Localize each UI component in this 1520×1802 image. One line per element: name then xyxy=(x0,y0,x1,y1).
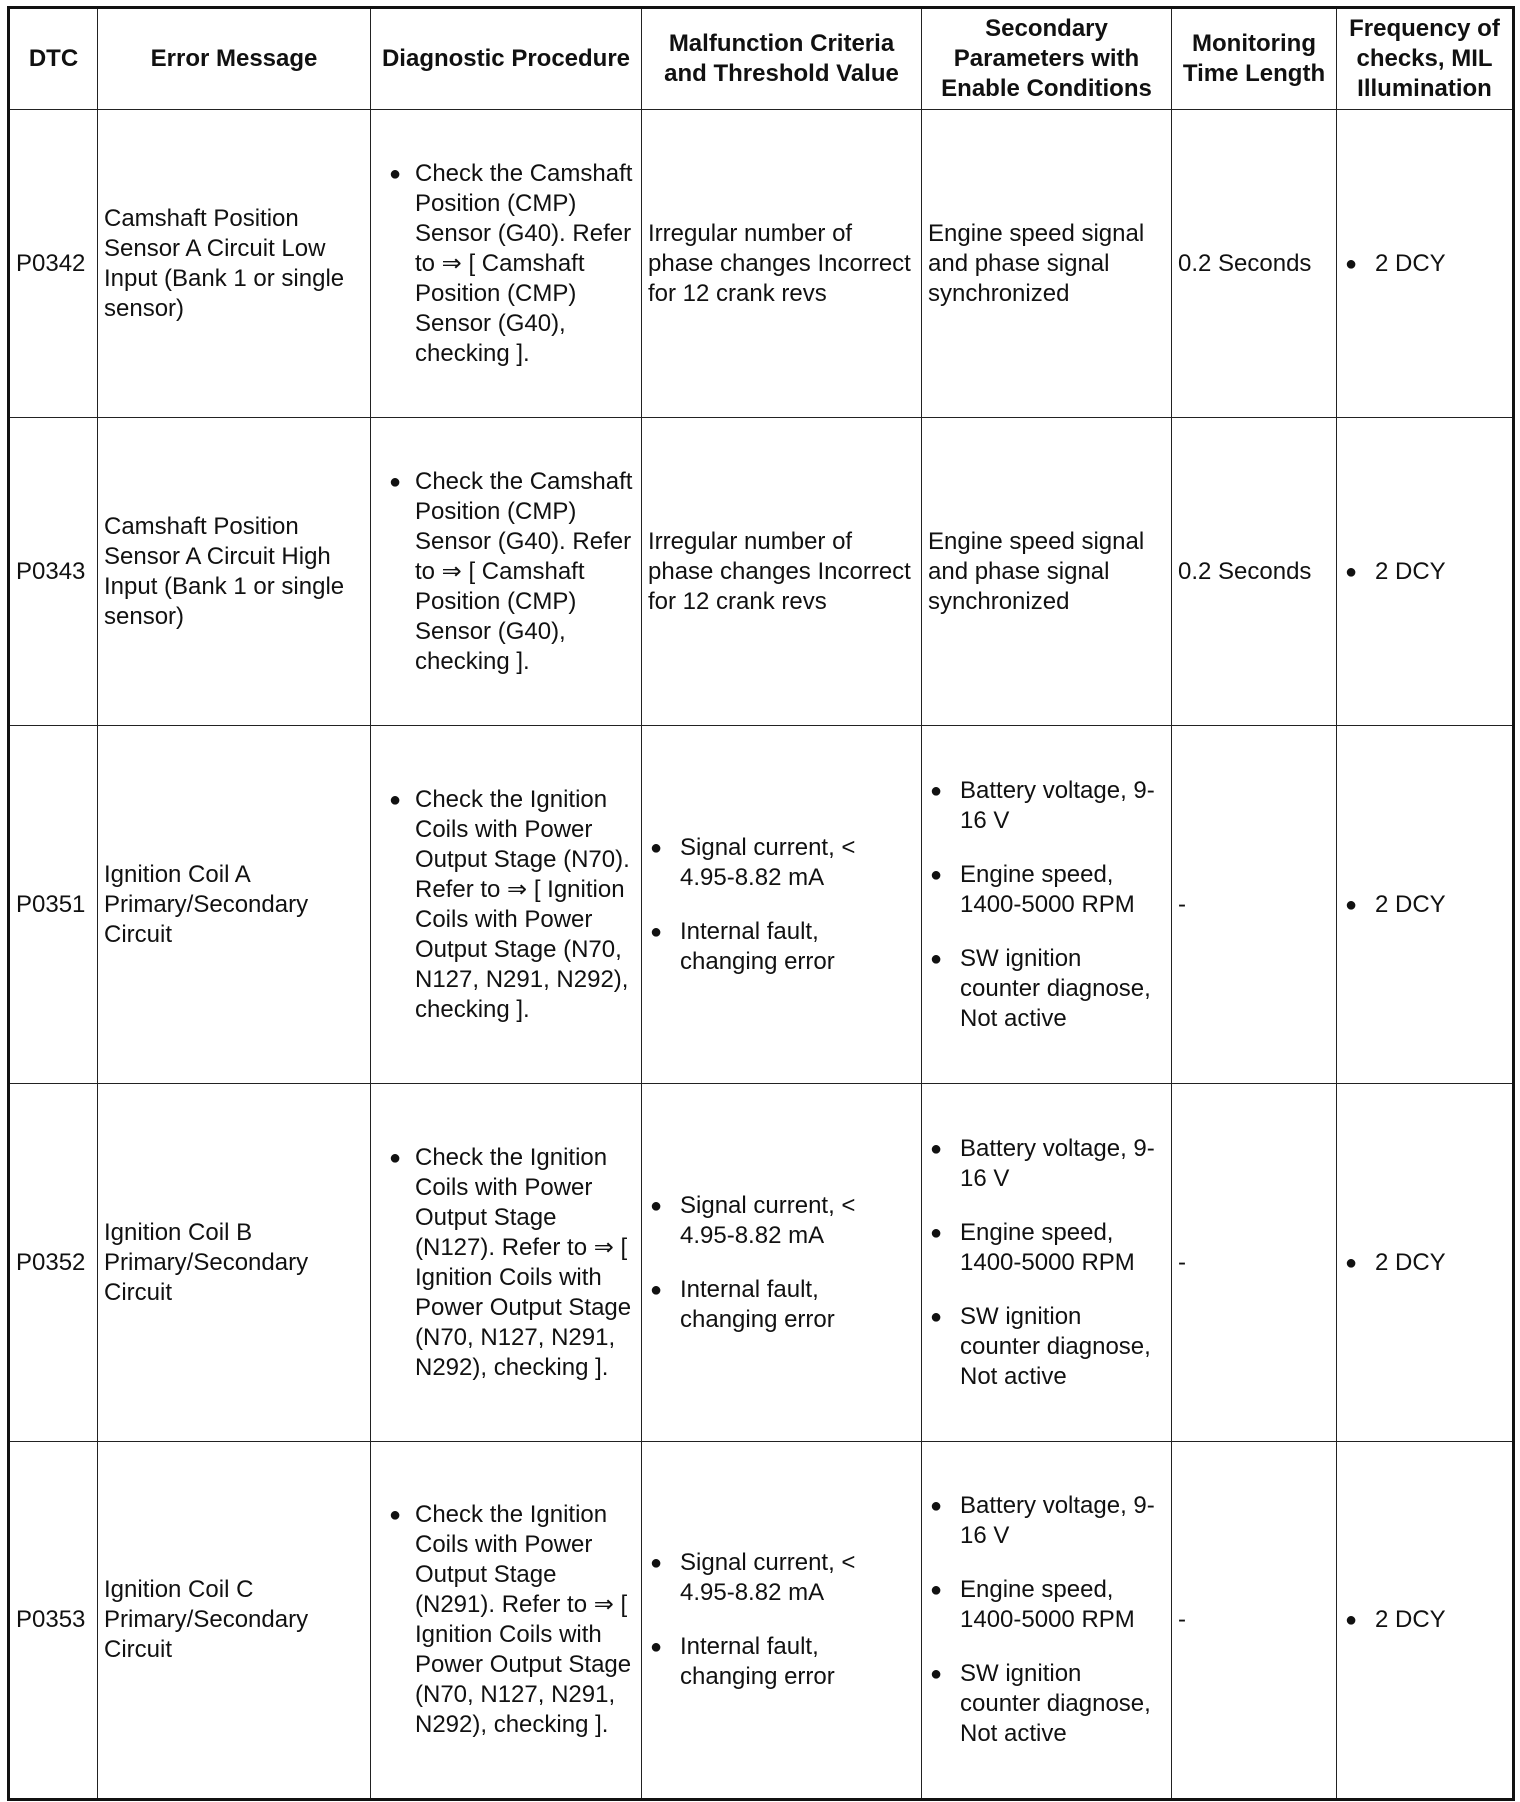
malfunction-criteria xyxy=(642,726,922,1084)
criteria-item: ● Internal fault, changing error xyxy=(648,1275,915,1335)
diagnostic-procedure xyxy=(371,726,642,1084)
error-message: Camshaft Position Sensor A Circuit Low Input (Bank 1 or single sensor) xyxy=(98,110,371,418)
dtc-table xyxy=(7,6,1515,1801)
monitoring-time: 0.2 Seconds xyxy=(1172,418,1337,726)
dtc-code: P0342 xyxy=(9,110,98,418)
criteria-item: ● Signal current, < 4.95-8.82 mA xyxy=(648,833,915,893)
parameter-item: ● Battery voltage, 9-16 V xyxy=(928,1134,1165,1194)
header-dtc: DTC xyxy=(9,8,98,110)
table-row xyxy=(9,418,1514,726)
diagnostic-procedure xyxy=(371,1084,642,1442)
diagnostic-step: ● Check the Camshaft Position (CMP) Sensor (G40). Refer to ⇒ [ Camshaft Position (CMP) Sensor (G40), checking ]. xyxy=(377,467,635,677)
criteria-item: ● Internal fault, changing error xyxy=(648,917,915,977)
malfunction-criteria: Irregular number of phase changes Incorrect for 12 crank revs xyxy=(642,110,922,418)
parameter-item: ● Engine speed, 1400-5000 RPM xyxy=(928,1575,1165,1635)
secondary-parameters xyxy=(922,1442,1172,1800)
diagnostic-procedure xyxy=(371,418,642,726)
criteria-item: ● Signal current, < 4.95-8.82 mA xyxy=(648,1548,915,1608)
frequency xyxy=(1337,1084,1514,1442)
monitoring-time: - xyxy=(1172,1084,1337,1442)
secondary-parameters: Engine speed signal and phase signal synchronized xyxy=(922,110,1172,418)
frequency-value: ● 2 DCY xyxy=(1343,1248,1506,1278)
secondary-parameters xyxy=(922,1084,1172,1442)
parameter-item: ● Engine speed, 1400-5000 RPM xyxy=(928,860,1165,920)
monitoring-time: - xyxy=(1172,726,1337,1084)
malfunction-criteria xyxy=(642,1084,922,1442)
criteria-item: ● Internal fault, changing error xyxy=(648,1632,915,1692)
header-frequency: Frequency of checks, MIL Illumination xyxy=(1337,8,1514,110)
secondary-parameters xyxy=(922,726,1172,1084)
error-message: Ignition Coil A Primary/Secondary Circuit xyxy=(98,726,371,1084)
header-row xyxy=(9,8,1514,110)
frequency xyxy=(1337,418,1514,726)
diagnostic-step: ● Check the Camshaft Position (CMP) Sensor (G40). Refer to ⇒ [ Camshaft Position (CMP) Sensor (G40), checking ]. xyxy=(377,159,635,369)
frequency-value: ● 2 DCY xyxy=(1343,1605,1506,1635)
error-message: Camshaft Position Sensor A Circuit High Input (Bank 1 or single sensor) xyxy=(98,418,371,726)
error-message: Ignition Coil B Primary/Secondary Circuit xyxy=(98,1084,371,1442)
monitoring-time: 0.2 Seconds xyxy=(1172,110,1337,418)
diagnostic-step: ● Check the Ignition Coils with Power Output Stage (N127). Refer to ⇒ [ Ignition Coils with Power Output Stage (N70, N127, N291, N292), checking ]. xyxy=(377,1143,635,1383)
parameter-item: ● SW ignition counter diagnose, Not active xyxy=(928,1659,1165,1749)
parameter-item: ● Engine speed, 1400-5000 RPM xyxy=(928,1218,1165,1278)
frequency xyxy=(1337,726,1514,1084)
header-error-message: Error Message xyxy=(98,8,371,110)
malfunction-criteria: Irregular number of phase changes Incorrect for 12 crank revs xyxy=(642,418,922,726)
parameter-item: ● Battery voltage, 9-16 V xyxy=(928,776,1165,836)
criteria-item: ● Signal current, < 4.95-8.82 mA xyxy=(648,1191,915,1251)
parameter-item: ● Battery voltage, 9-16 V xyxy=(928,1491,1165,1551)
diagnostic-step: ● Check the Ignition Coils with Power Output Stage (N291). Refer to ⇒ [ Ignition Coils with Power Output Stage (N70, N127, N291, N292), checking ]. xyxy=(377,1500,635,1740)
monitoring-time: - xyxy=(1172,1442,1337,1800)
table-row xyxy=(9,1084,1514,1442)
dtc-code: P0343 xyxy=(9,418,98,726)
frequency-value: ● 2 DCY xyxy=(1343,890,1506,920)
table-row xyxy=(9,110,1514,418)
frequency-value: ● 2 DCY xyxy=(1343,557,1506,587)
header-diagnostic-procedure: Diagnostic Procedure xyxy=(371,8,642,110)
header-monitoring-time: Monitoring Time Length xyxy=(1172,8,1337,110)
malfunction-criteria xyxy=(642,1442,922,1800)
header-secondary-parameters: Secondary Parameters with Enable Conditions xyxy=(922,8,1172,110)
parameter-item: ● SW ignition counter diagnose, Not active xyxy=(928,1302,1165,1392)
table-row xyxy=(9,726,1514,1084)
frequency xyxy=(1337,110,1514,418)
secondary-parameters: Engine speed signal and phase signal synchronized xyxy=(922,418,1172,726)
diagnostic-step: ● Check the Ignition Coils with Power Output Stage (N70). Refer to ⇒ [ Ignition Coils with Power Output Stage (N70, N127, N291, N292), checking ]. xyxy=(377,785,635,1025)
dtc-code: P0353 xyxy=(9,1442,98,1800)
header-malfunction-criteria: Malfunction Criteria and Threshold Value xyxy=(642,8,922,110)
dtc-code: P0352 xyxy=(9,1084,98,1442)
diagnostic-procedure xyxy=(371,1442,642,1800)
frequency xyxy=(1337,1442,1514,1800)
parameter-item: ● SW ignition counter diagnose, Not active xyxy=(928,944,1165,1034)
dtc-code: P0351 xyxy=(9,726,98,1084)
frequency-value: ● 2 DCY xyxy=(1343,249,1506,279)
table-row xyxy=(9,1442,1514,1800)
error-message: Ignition Coil C Primary/Secondary Circuit xyxy=(98,1442,371,1800)
diagnostic-procedure xyxy=(371,110,642,418)
